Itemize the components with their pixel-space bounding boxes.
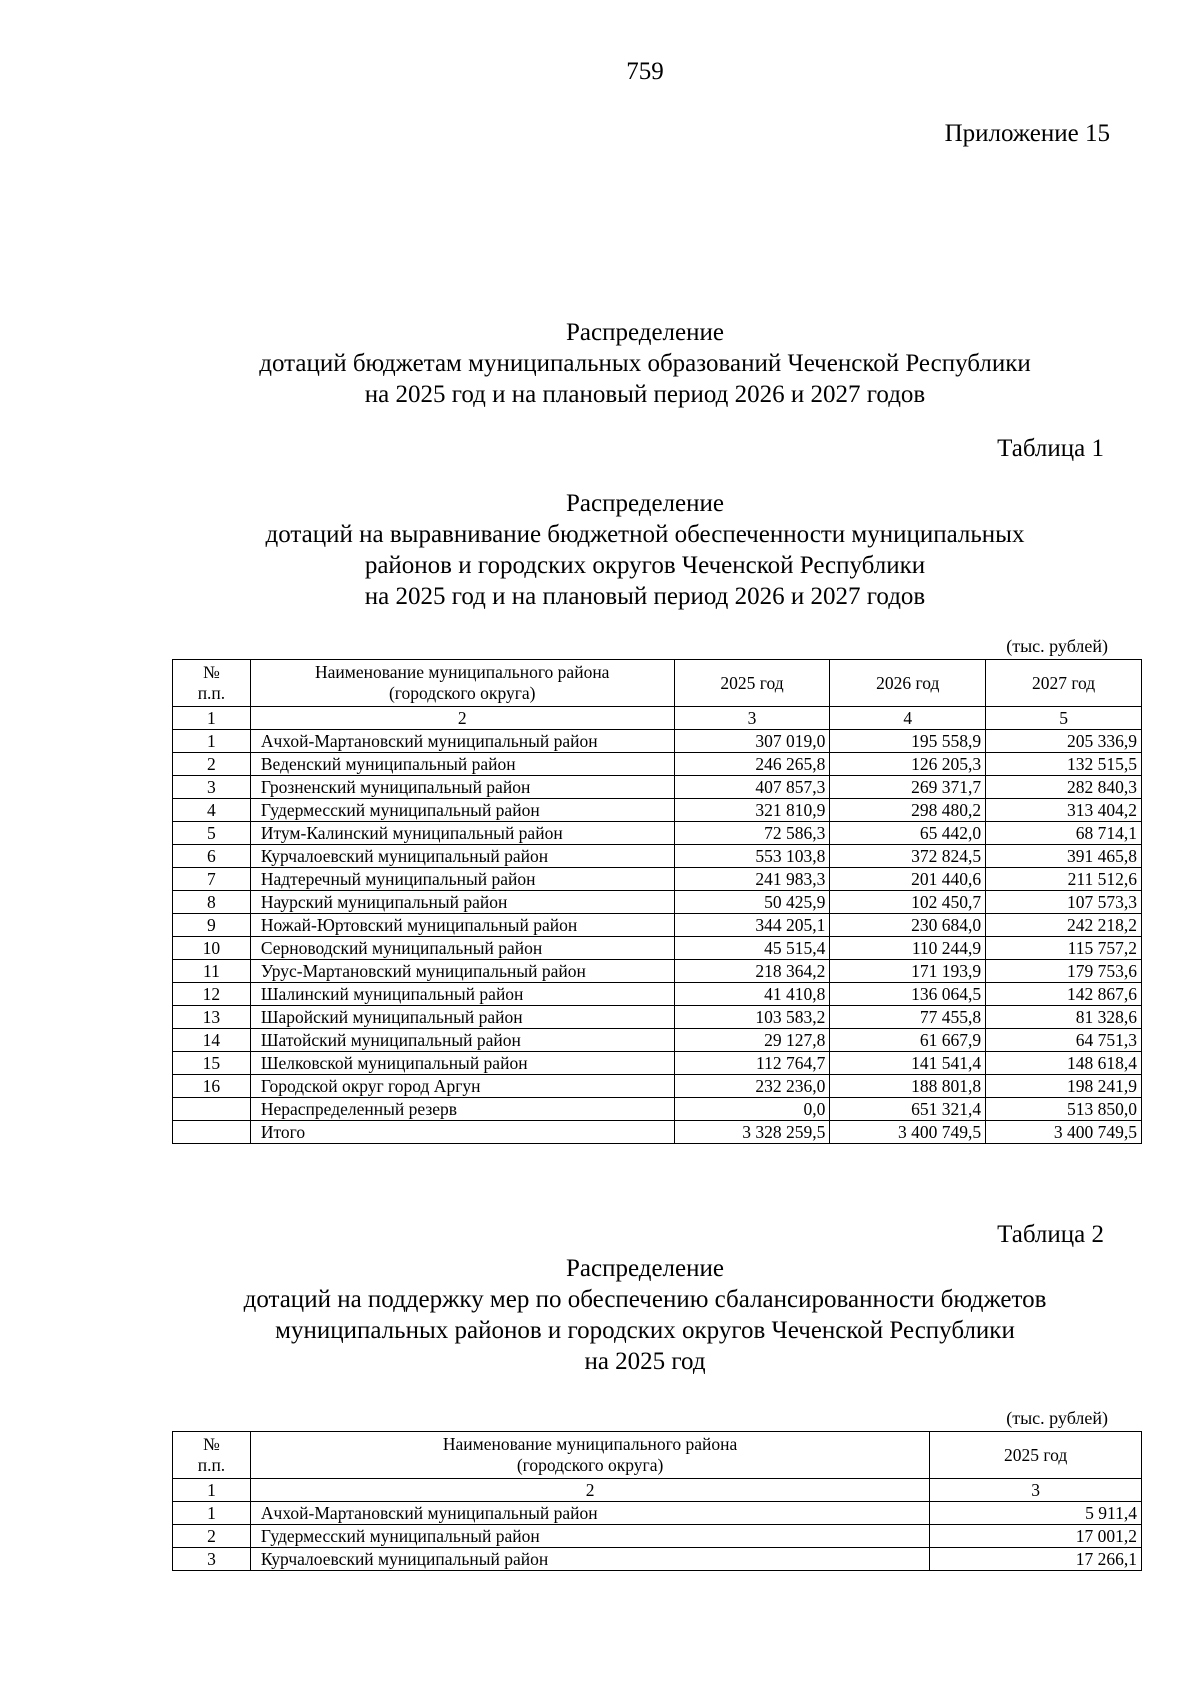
header-num-line: п.п. (197, 1455, 226, 1475)
row-number-cell (173, 1121, 251, 1144)
table-row (173, 1525, 1142, 1548)
column-number-cell: 3 (674, 707, 830, 730)
header-name-line: Наименование муниципального района (315, 662, 610, 682)
table-row (173, 1098, 1142, 1121)
row-value-cell: 17 266,1 (930, 1548, 1142, 1571)
row-number-cell: 15 (173, 1052, 251, 1075)
column-number-cell: 2 (250, 707, 674, 730)
table-row (173, 1029, 1142, 1052)
row-name-cell: Ачхой-Мартановский муниципальный район (250, 1502, 929, 1525)
row-value-cell: 103 583,2 (674, 1006, 830, 1029)
header-name-line: (городского округа) (516, 1455, 664, 1475)
table1-title (0, 488, 1200, 612)
row-value-cell: 68 714,1 (986, 822, 1142, 845)
column-number-cell: 1 (173, 707, 251, 730)
row-value-cell: 391 465,8 (986, 845, 1142, 868)
row-value-cell: 50 425,9 (674, 891, 830, 914)
row-name-cell: Гудермесский муниципальный район (250, 1525, 929, 1548)
row-value-cell: 246 265,8 (674, 753, 830, 776)
row-value-cell: 107 573,3 (986, 891, 1142, 914)
row-value-cell: 651 321,4 (830, 1098, 986, 1121)
row-value-cell: 282 840,3 (986, 776, 1142, 799)
row-name-cell: Итого (250, 1121, 674, 1144)
table2-title-line: на 2025 год (584, 1348, 706, 1375)
table-row (173, 868, 1142, 891)
row-value-cell: 179 753,6 (986, 960, 1142, 983)
table-row (173, 960, 1142, 983)
row-value-cell: 230 684,0 (830, 914, 986, 937)
row-name-cell: Наурский муниципальный район (250, 891, 674, 914)
row-value-cell: 61 667,9 (830, 1029, 986, 1052)
row-value-cell: 269 371,7 (830, 776, 986, 799)
row-name-cell: Шаройский муниципальный район (250, 1006, 674, 1029)
table1-title-line: дотаций на выравнивание бюджетной обеспеченности муниципальных (265, 521, 1025, 548)
row-name-cell: Гудермесский муниципальный район (250, 799, 674, 822)
row-value-cell: 242 218,2 (986, 914, 1142, 937)
table-row (173, 753, 1142, 776)
row-value-cell: 136 064,5 (830, 983, 986, 1006)
header-num-line: № (203, 662, 220, 682)
row-value-cell: 198 241,9 (986, 1075, 1142, 1098)
table-row (173, 776, 1142, 799)
row-name-cell: Шатойский муниципальный район (250, 1029, 674, 1052)
header-2027: 2027 год (986, 660, 1142, 707)
row-value-cell: 3 400 749,5 (986, 1121, 1142, 1144)
table-row (173, 1006, 1142, 1029)
row-value-cell: 407 857,3 (674, 776, 830, 799)
row-value-cell: 110 244,9 (830, 937, 986, 960)
table2-header-row (173, 1432, 1142, 1479)
row-number-cell: 9 (173, 914, 251, 937)
header-num (173, 1432, 251, 1479)
column-number-row (173, 1479, 1142, 1502)
row-value-cell: 344 205,1 (674, 914, 830, 937)
row-number-cell: 11 (173, 960, 251, 983)
table-row (173, 1121, 1142, 1144)
row-name-cell: Урус-Мартановский муниципальный район (250, 960, 674, 983)
row-value-cell: 211 512,6 (986, 868, 1142, 891)
column-number-cell: 4 (830, 707, 986, 730)
row-value-cell: 132 515,5 (986, 753, 1142, 776)
header-num (173, 660, 251, 707)
row-value-cell: 195 558,9 (830, 730, 986, 753)
table1-unit: (тыс. рублей) (1006, 636, 1108, 656)
row-number-cell: 5 (173, 822, 251, 845)
row-number-cell: 3 (173, 776, 251, 799)
row-name-cell: Серноводский муниципальный район (250, 937, 674, 960)
row-number-cell: 2 (173, 753, 251, 776)
table-row (173, 983, 1142, 1006)
row-number-cell: 4 (173, 799, 251, 822)
row-value-cell: 3 328 259,5 (674, 1121, 830, 1144)
table2-title (0, 1253, 1200, 1377)
row-value-cell: 142 867,6 (986, 983, 1142, 1006)
row-value-cell: 77 455,8 (830, 1006, 986, 1029)
table1-title-line: на 2025 год и на плановый период 2026 и 2027 годов (364, 583, 926, 610)
row-value-cell: 171 193,9 (830, 960, 986, 983)
row-value-cell: 513 850,0 (986, 1098, 1142, 1121)
row-value-cell: 321 810,9 (674, 799, 830, 822)
table2-title-line: муниципальных районов и городских округов Чеченской Республики (275, 1317, 1015, 1344)
row-number-cell: 6 (173, 845, 251, 868)
row-value-cell: 553 103,8 (674, 845, 830, 868)
row-name-cell: Веденский муниципальный район (250, 753, 674, 776)
table2-title-line: дотаций на поддержку мер по обеспечению сбалансированности бюджетов (243, 1286, 1047, 1313)
row-name-cell: Итум-Калинский муниципальный район (250, 822, 674, 845)
row-value-cell: 64 751,3 (986, 1029, 1142, 1052)
column-number-cell: 5 (986, 707, 1142, 730)
column-number-cell: 1 (173, 1479, 251, 1502)
row-value-cell: 65 442,0 (830, 822, 986, 845)
row-value-cell: 205 336,9 (986, 730, 1142, 753)
header-name (250, 660, 674, 707)
row-number-cell: 12 (173, 983, 251, 1006)
column-number-cell: 3 (930, 1479, 1142, 1502)
table-row (173, 1075, 1142, 1098)
row-name-cell: Нераспределенный резерв (250, 1098, 674, 1121)
row-number-cell: 13 (173, 1006, 251, 1029)
column-number-row (173, 707, 1142, 730)
row-value-cell: 72 586,3 (674, 822, 830, 845)
table1 (172, 659, 1142, 1144)
main-title-line: дотаций бюджетам муниципальных образований Чеченской Республики (259, 350, 1031, 377)
table2-unit: (тыс. рублей) (1006, 1408, 1108, 1428)
row-value-cell: 232 236,0 (674, 1075, 830, 1098)
row-value-cell: 188 801,8 (830, 1075, 986, 1098)
row-name-cell: Городской округ город Аргун (250, 1075, 674, 1098)
table-row (173, 914, 1142, 937)
row-value-cell: 45 515,4 (674, 937, 830, 960)
row-name-cell: Шалинский муниципальный район (250, 983, 674, 1006)
header-2025: 2025 год (930, 1432, 1142, 1479)
row-number-cell: 14 (173, 1029, 251, 1052)
table2-label: Таблица 2 (997, 1221, 1104, 1248)
row-value-cell: 148 618,4 (986, 1052, 1142, 1075)
row-value-cell: 372 824,5 (830, 845, 986, 868)
table-row (173, 799, 1142, 822)
row-value-cell: 0,0 (674, 1098, 830, 1121)
row-number-cell: 8 (173, 891, 251, 914)
header-2025: 2025 год (674, 660, 830, 707)
row-value-cell: 307 019,0 (674, 730, 830, 753)
row-value-cell: 218 364,2 (674, 960, 830, 983)
appendix-label: Приложение 15 (944, 120, 1110, 147)
table-row (173, 730, 1142, 753)
row-number-cell: 2 (173, 1525, 251, 1548)
row-name-cell: Шелковской муниципальный район (250, 1052, 674, 1075)
main-title (0, 317, 1200, 410)
row-number-cell: 16 (173, 1075, 251, 1098)
row-value-cell: 81 328,6 (986, 1006, 1142, 1029)
header-num-line: № (203, 1434, 220, 1454)
header-num-line: п.п. (197, 683, 226, 703)
row-name-cell: Ножай-Юртовский муниципальный район (250, 914, 674, 937)
table1-title-line: Распределение (566, 490, 724, 517)
row-value-cell: 5 911,4 (930, 1502, 1142, 1525)
row-value-cell: 112 764,7 (674, 1052, 830, 1075)
table1-title-line: районов и городских округов Чеченской Республики (364, 552, 926, 579)
header-name-line: Наименование муниципального района (442, 1434, 738, 1454)
table-row (173, 891, 1142, 914)
row-value-cell: 41 410,8 (674, 983, 830, 1006)
row-number-cell: 3 (173, 1548, 251, 1571)
header-name-line: (городского округа) (388, 683, 536, 703)
table1-header-row (173, 660, 1142, 707)
table-row (173, 1548, 1142, 1571)
table1-label: Таблица 1 (997, 435, 1104, 462)
row-name-cell: Курчалоевский муниципальный район (250, 845, 674, 868)
main-title-line: Распределение (566, 319, 724, 346)
table-row (173, 937, 1142, 960)
column-number-cell: 2 (250, 1479, 929, 1502)
header-2026: 2026 год (830, 660, 986, 707)
main-title-line: на 2025 год и на плановый период 2026 и 2027 годов (364, 381, 926, 408)
row-value-cell: 17 001,2 (930, 1525, 1142, 1548)
row-value-cell: 141 541,4 (830, 1052, 986, 1075)
row-number-cell: 10 (173, 937, 251, 960)
row-value-cell: 29 127,8 (674, 1029, 830, 1052)
row-value-cell: 201 440,6 (830, 868, 986, 891)
row-value-cell: 126 205,3 (830, 753, 986, 776)
row-value-cell: 298 480,2 (830, 799, 986, 822)
table-row (173, 1502, 1142, 1525)
table2 (172, 1431, 1142, 1571)
row-name-cell: Курчалоевский муниципальный район (250, 1548, 929, 1571)
row-value-cell: 3 400 749,5 (830, 1121, 986, 1144)
row-value-cell: 241 983,3 (674, 868, 830, 891)
row-number-cell: 1 (173, 730, 251, 753)
row-value-cell: 115 757,2 (986, 937, 1142, 960)
row-value-cell: 313 404,2 (986, 799, 1142, 822)
row-value-cell: 102 450,7 (830, 891, 986, 914)
page-number: 759 (626, 58, 664, 85)
table-row (173, 822, 1142, 845)
table-row (173, 845, 1142, 868)
row-name-cell: Ачхой-Мартановский муниципальный район (250, 730, 674, 753)
table2-title-line: Распределение (566, 1255, 724, 1282)
row-number-cell (173, 1098, 251, 1121)
row-name-cell: Грозненский муниципальный район (250, 776, 674, 799)
table-row (173, 1052, 1142, 1075)
row-number-cell: 1 (173, 1502, 251, 1525)
header-name (250, 1432, 929, 1479)
row-number-cell: 7 (173, 868, 251, 891)
row-name-cell: Надтеречный муниципальный район (250, 868, 674, 891)
